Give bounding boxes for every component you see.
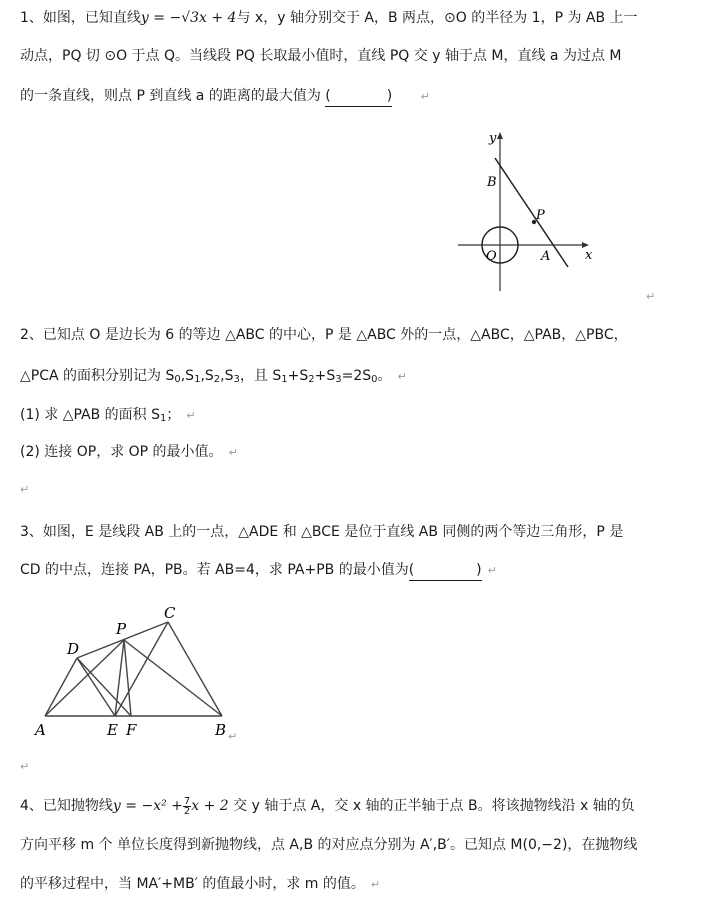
q2-text: =2S — [341, 368, 372, 384]
paragraph-mark: ↵ — [20, 760, 30, 773]
q1-equation: y = −√3x + 4 — [140, 10, 237, 26]
denominator: 2 — [183, 805, 191, 817]
q2-part2 — [20, 442, 238, 463]
q4-text: 4、已知抛物线 — [20, 798, 113, 814]
q1-figure — [452, 125, 612, 293]
q1-answer-blank[interactable] — [325, 86, 392, 107]
label-e: E — [107, 721, 118, 739]
paren: ) — [386, 88, 393, 104]
numerator: 7 — [183, 795, 191, 807]
q2-text: (1) 求 △PAB 的面积 S — [20, 407, 161, 423]
subscript: 0 — [174, 374, 181, 385]
segment-ad — [45, 658, 77, 716]
subscript: 2 — [213, 374, 221, 385]
paragraph-mark: ↵ — [228, 446, 238, 459]
q1-text: 1、如图，已知直线 — [20, 10, 141, 26]
subscript: 1 — [281, 374, 288, 385]
q4-equation: x + 2 — [191, 798, 229, 814]
q2-text: △PCA 的面积分别记为 S — [20, 368, 175, 384]
segment-df — [77, 658, 131, 716]
subscript: 1 — [160, 413, 167, 424]
label-b: B — [215, 721, 227, 739]
segment-cb — [168, 622, 222, 716]
q2-text: ,S — [200, 368, 214, 384]
label-p: P — [536, 208, 545, 223]
q2-text: ,S — [220, 368, 234, 384]
q3-text: CD 的中点，连接 PA，PB。若 AB=4，求 PA+PB 的最小值为 — [20, 562, 409, 578]
q3-answer-blank[interactable] — [409, 560, 482, 581]
q2-text: +S — [314, 368, 336, 384]
q3-figure — [30, 600, 250, 750]
q4-line2: 方向平移 m 个 单位长度得到新抛物线，点 A,B 的对应点分别为 A′,B′。已知点 M(0,−2)，在抛物线 — [20, 837, 638, 853]
q2-text: +S — [287, 368, 309, 384]
q4-text: 交 y 轴于点 A，交 x 轴的正半轴于点 B。将该抛物线沿 x 轴的负 — [233, 798, 635, 814]
q4-text: 的平移过程中，当 MA′+MB′ 的值最小时，求 m 的值。 — [20, 876, 365, 892]
q1-text: 与 x，y 轴分别交于 A，B 两点，⊙O 的半径为 1，P 为 AB 上一 — [236, 10, 638, 26]
label-f: F — [126, 721, 137, 739]
paren: ( — [408, 562, 415, 578]
q1-line3 — [20, 86, 430, 107]
paragraph-mark: ↵ — [20, 483, 30, 496]
subscript: 3 — [335, 374, 342, 385]
segment-pf — [124, 640, 131, 716]
label-p: P — [116, 620, 127, 638]
label-y: y — [489, 131, 497, 146]
paragraph-mark: ↵ — [420, 90, 430, 103]
q2-text: 。 — [377, 368, 392, 384]
q2-text: ,S — [180, 368, 195, 384]
q2-text: ，且 S — [239, 368, 282, 384]
fraction — [183, 797, 191, 816]
subscript: 2 — [308, 374, 315, 385]
q4-line3 — [20, 874, 380, 895]
q2-text: (2) 连接 OP，求 OP 的最小值。 — [20, 444, 223, 460]
segment-pa — [45, 640, 124, 716]
label-a: A — [35, 721, 46, 739]
q1-text: 的一条直线，则点 P 到直线 a 的距离的最大值为 — [20, 88, 321, 104]
q3-line2 — [20, 560, 497, 581]
q4-line1 — [20, 796, 635, 816]
q1-line2: 动点，PQ 切 ⊙O 于点 Q。当线段 PQ 长取最小值时，直线 PQ 交 y 轴于点 M，直线 a 为过点 M — [20, 48, 622, 64]
paragraph-mark: ↵ — [487, 564, 497, 577]
y-axis-arrow — [497, 132, 503, 139]
paren: ( — [325, 88, 331, 104]
segment-pb — [124, 640, 222, 716]
paragraph-mark: ↵ — [228, 730, 238, 743]
q2-line2 — [20, 366, 407, 390]
q2-part1 — [20, 405, 196, 429]
label-o: O — [486, 249, 497, 264]
paragraph-mark: ↵ — [646, 290, 656, 303]
paragraph-mark: ↵ — [186, 409, 196, 422]
paren: ) — [476, 562, 482, 578]
q4-equation: y = −x² + — [112, 798, 183, 814]
q2-text: ； — [166, 407, 181, 423]
subscript: 1 — [194, 374, 201, 385]
q3-line1: 3、如图，E 是线段 AB 上的一点，△ADE 和 △BCE 是位于直线 AB 同侧的两个等边三角形，P 是 — [20, 524, 624, 540]
paragraph-mark: ↵ — [397, 370, 407, 383]
line-ab — [495, 158, 568, 267]
label-a: A — [541, 249, 551, 264]
label-c: C — [164, 604, 176, 622]
subscript: 3 — [233, 374, 240, 385]
subscript: 0 — [371, 374, 378, 385]
label-x: x — [585, 248, 593, 263]
paragraph-mark: ↵ — [370, 878, 381, 891]
q2-line1: 2、已知点 O 是边长为 6 的等边 △ABC 的中心，P 是 △ABC 外的一点，△ABC，△PAB，△PBC， — [20, 327, 628, 343]
label-b: B — [487, 175, 497, 190]
q1-line1 — [20, 8, 638, 28]
label-d: D — [67, 640, 80, 658]
